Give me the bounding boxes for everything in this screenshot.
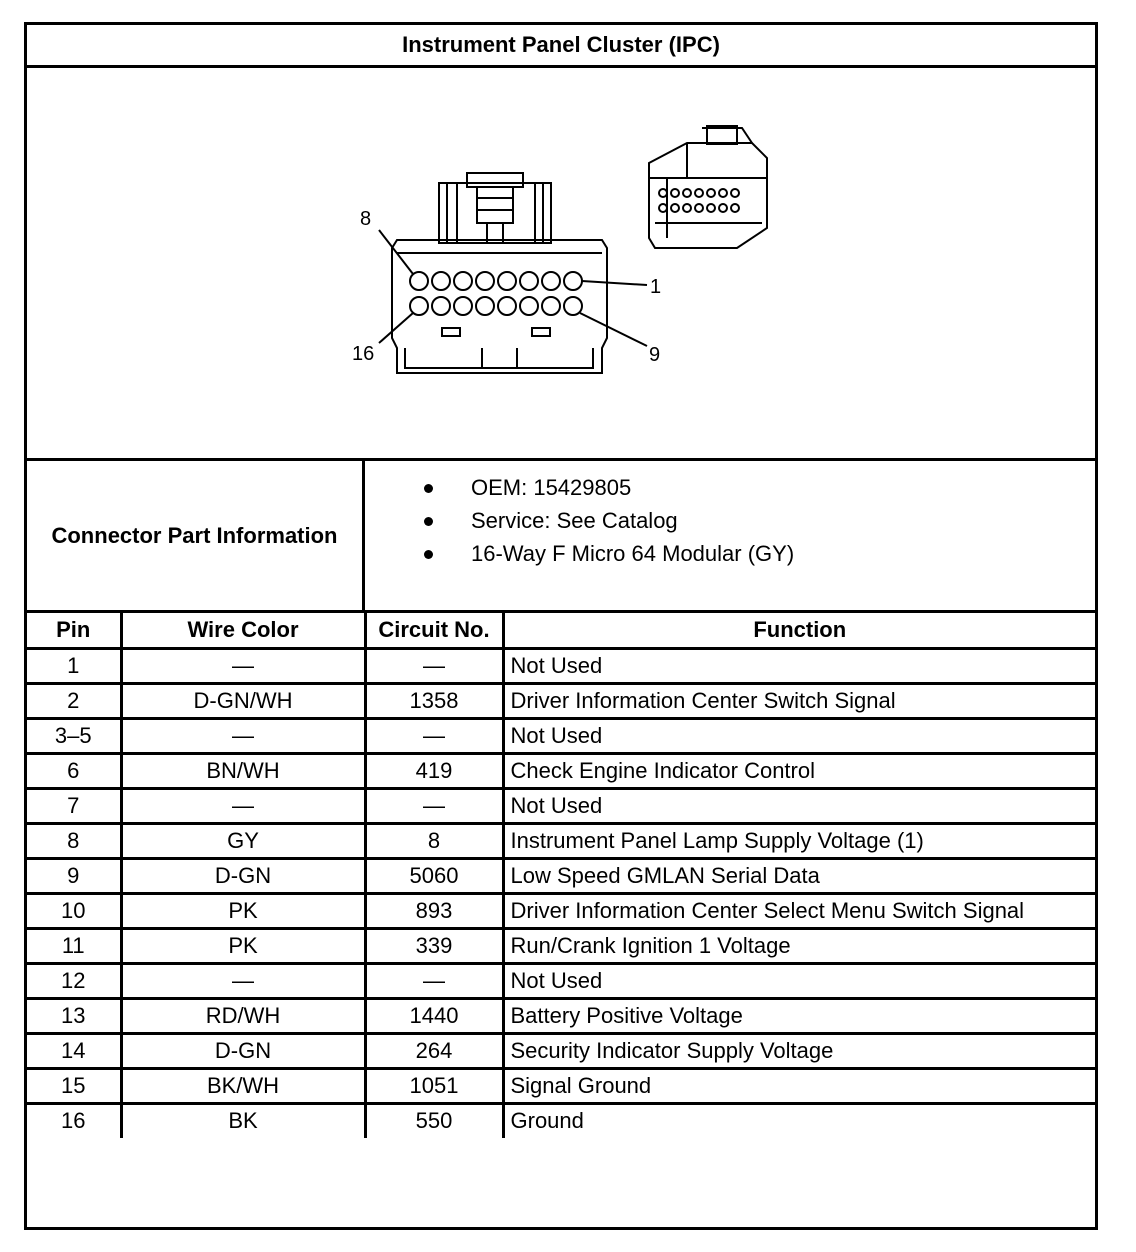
table-row [27, 1103, 1095, 1138]
function-cell: Not Used [503, 648, 1095, 683]
pin-cell: 1 [27, 648, 121, 683]
circuit-cell: 893 [365, 893, 503, 928]
pin-cell: 10 [27, 893, 121, 928]
pin-cell: 16 [27, 1103, 121, 1138]
function-cell: Driver Information Center Select Menu Switch Signal [503, 893, 1095, 928]
pin-cell: 2 [27, 683, 121, 718]
circuit-cell: 5060 [365, 858, 503, 893]
callout-pin-1: 1 [650, 276, 662, 298]
pin-cell: 9 [27, 858, 121, 893]
table-row [27, 963, 1095, 998]
function-cell: Signal Ground [503, 1068, 1095, 1103]
circuit-cell: — [365, 963, 503, 998]
pinout-table [27, 613, 1095, 1138]
wire-color-cell: — [121, 718, 365, 753]
pin-cell: 7 [27, 788, 121, 823]
connector-info-label: Connector Part Information [27, 461, 365, 610]
table-row [27, 1033, 1095, 1068]
wire-color-cell: D-GN/WH [121, 683, 365, 718]
function-cell: Ground [503, 1103, 1095, 1138]
pin-cell: 12 [27, 963, 121, 998]
wire-color-cell: PK [121, 928, 365, 963]
wire-color-cell: — [121, 963, 365, 998]
callout-pin-9: 9 [649, 344, 661, 366]
function-cell: Check Engine Indicator Control [503, 753, 1095, 788]
connector-front-view [392, 240, 607, 373]
circuit-cell: — [365, 718, 503, 753]
header-pin: Pin [27, 613, 121, 648]
wire-color-cell: BN/WH [121, 753, 365, 788]
function-cell: Run/Crank Ignition 1 Voltage [503, 928, 1095, 963]
info-item-oem: OEM: 15429805 [417, 471, 794, 504]
circuit-cell: — [365, 648, 503, 683]
pin-cell: 6 [27, 753, 121, 788]
pin-cell: 15 [27, 1068, 121, 1103]
connector-info-list [417, 471, 794, 570]
circuit-cell: 339 [365, 928, 503, 963]
table-row [27, 648, 1095, 683]
circuit-cell: 1440 [365, 998, 503, 1033]
wire-color-cell: RD/WH [121, 998, 365, 1033]
info-item-service: Service: See Catalog [417, 504, 794, 537]
circuit-cell: 1051 [365, 1068, 503, 1103]
pin-cell: 8 [27, 823, 121, 858]
wire-color-cell: BK/WH [121, 1068, 365, 1103]
circuit-cell: 419 [365, 753, 503, 788]
table-row [27, 928, 1095, 963]
wire-color-cell: BK [121, 1103, 365, 1138]
connector-diagram [27, 68, 1095, 461]
header-wire-color: Wire Color [121, 613, 365, 648]
wire-color-cell: GY [121, 823, 365, 858]
table-row [27, 683, 1095, 718]
table-row [27, 858, 1095, 893]
wire-color-cell: — [121, 648, 365, 683]
header-function: Function [503, 613, 1095, 648]
circuit-cell: 8 [365, 823, 503, 858]
header-circuit: Circuit No. [365, 613, 503, 648]
function-cell: Low Speed GMLAN Serial Data [503, 858, 1095, 893]
pin-cavities [410, 272, 582, 315]
connector-latch-drawing [439, 173, 551, 243]
function-cell: Security Indicator Supply Voltage [503, 1033, 1095, 1068]
wire-color-cell: PK [121, 893, 365, 928]
connector-drawing [27, 68, 1095, 458]
function-cell: Battery Positive Voltage [503, 998, 1095, 1033]
pin-cell: 3–5 [27, 718, 121, 753]
function-cell: Not Used [503, 788, 1095, 823]
callout-pin-16: 16 [352, 343, 375, 365]
function-cell: Not Used [503, 718, 1095, 753]
table-row [27, 1068, 1095, 1103]
circuit-cell: — [365, 788, 503, 823]
info-item-description: 16-Way F Micro 64 Modular (GY) [417, 537, 794, 570]
table-row [27, 893, 1095, 928]
pin-cell: 11 [27, 928, 121, 963]
table-row [27, 823, 1095, 858]
page-title: Instrument Panel Cluster (IPC) [27, 25, 1095, 68]
pin-cell: 14 [27, 1033, 121, 1068]
table-row [27, 718, 1095, 753]
circuit-cell: 1358 [365, 683, 503, 718]
function-cell: Driver Information Center Switch Signal [503, 683, 1095, 718]
callout-pin-8: 8 [360, 208, 372, 230]
wire-color-cell: D-GN [121, 1033, 365, 1068]
pin-cell: 13 [27, 998, 121, 1033]
table-header-row [27, 613, 1095, 648]
function-cell: Not Used [503, 963, 1095, 998]
connector-part-info [27, 461, 1095, 613]
table-row [27, 788, 1095, 823]
connector-sheet [24, 22, 1098, 1230]
connector-isometric-view [649, 126, 767, 248]
wire-color-cell: D-GN [121, 858, 365, 893]
table-row [27, 998, 1095, 1033]
function-cell: Instrument Panel Lamp Supply Voltage (1) [503, 823, 1095, 858]
circuit-cell: 550 [365, 1103, 503, 1138]
circuit-cell: 264 [365, 1033, 503, 1068]
wire-color-cell: — [121, 788, 365, 823]
table-row [27, 753, 1095, 788]
